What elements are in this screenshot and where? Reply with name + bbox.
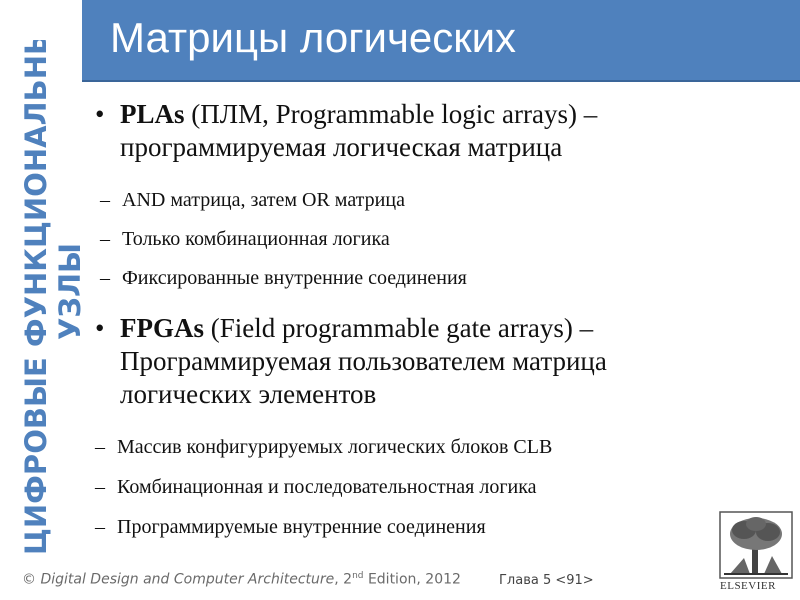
sub-bullet: – Только комбинационная логика [100, 228, 390, 250]
title-bar [82, 0, 800, 82]
sub-bullet-text: Фиксированные внутренние соединения [122, 267, 467, 289]
side-title-svg [0, 40, 90, 560]
edition-sup: nd [352, 571, 364, 581]
bullet-pla-bold: PLAs [120, 99, 185, 129]
sub-bullet: – AND матрица, затем OR матрица [100, 189, 405, 211]
bullet-fpga-rest: (Field programmable gate arrays) – [204, 313, 594, 343]
sub-bullet-text: Комбинационная и последовательностная логика [117, 476, 537, 498]
bullet-fpga [95, 312, 785, 422]
side-title [0, 40, 90, 560]
sub-bullet-text: Только комбинационная логика [122, 228, 390, 250]
edition-year: Edition, 2012 [363, 571, 461, 588]
footer-citation [22, 571, 461, 588]
chapter-page: Глава 5 <91> [499, 573, 594, 588]
bullet-dot: • [95, 313, 105, 343]
bullet-dot: • [95, 99, 105, 129]
slide-title: Матрицы логических [110, 14, 517, 61]
bullet-pla [95, 98, 785, 168]
bullet-pla-rest: (ПЛМ, Programmable logic arrays) – [184, 99, 598, 129]
sub-bullet-text: Программируемые внутренние соединения [117, 516, 486, 538]
sub-bullet-text: Массив конфигурируемых логических блоков CLB [117, 436, 553, 458]
book-title: Digital Design and Computer Architecture [40, 571, 335, 588]
sub-bullet: – Фиксированные внутренние соединения [100, 267, 467, 289]
bullet-fpga-line2: Программируемая пользователем матрица [120, 346, 607, 376]
side-title-line2: УЗЛЫ [53, 242, 87, 340]
bullet-fpga-line3: логических элементов [120, 379, 377, 409]
edition-text: , 2 [334, 571, 353, 588]
bullet-fpga-bold: FPGAs [120, 313, 204, 343]
sub-bullet-text: AND матрица, затем OR матрица [122, 189, 405, 211]
copyright-sign: © [22, 571, 41, 588]
side-title-line1: ЦИФРОВЫЕ ФУНКЦИОНАЛЬНЫЕ [19, 40, 53, 555]
sub-bullet: – Программируемые внутренние соединения [95, 516, 486, 538]
sub-bullet: – Комбинационная и последовательностная логика [95, 476, 537, 498]
publisher-logo-text: ELSEVIER [720, 580, 776, 592]
sub-bullet: – Массив конфигурируемых логических блоков CLB [95, 436, 553, 458]
bullet-pla-line2: программируемая логическая матрица [120, 132, 563, 162]
